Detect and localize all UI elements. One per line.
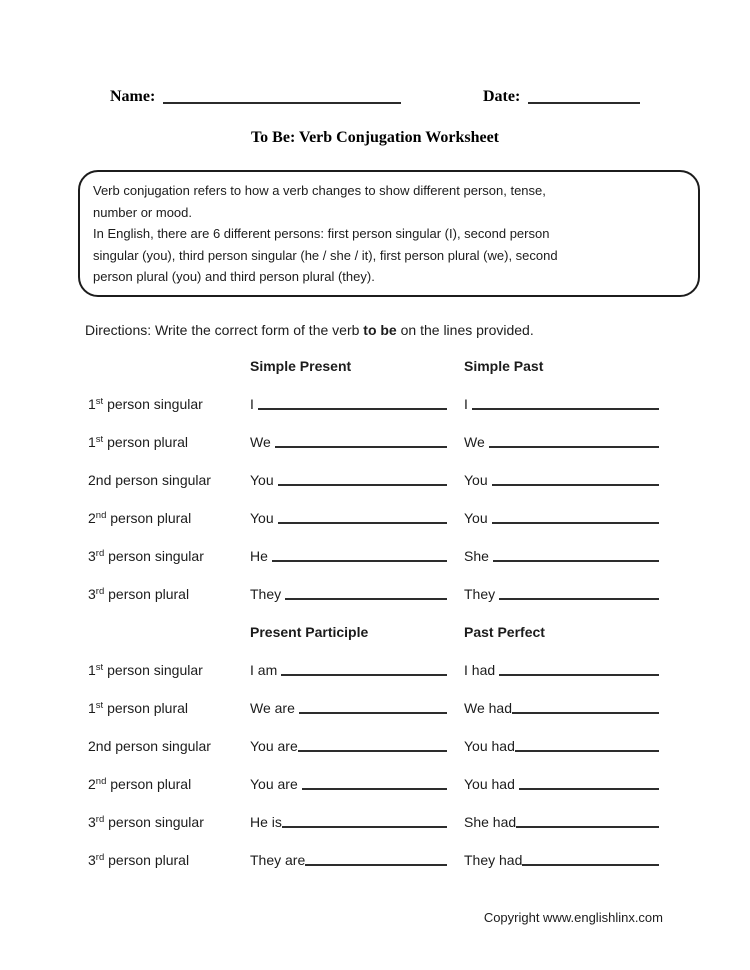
person-ordinal: 3 (88, 814, 96, 830)
conjugation-cell (464, 738, 659, 754)
conjugation-cell (464, 700, 659, 716)
blank-line (282, 826, 447, 828)
directions-verb-term: to be (363, 322, 397, 338)
person-ordinal: 2 (88, 510, 96, 526)
person-ordinal: 3 (88, 586, 96, 602)
person-ordinal: 3 (88, 852, 96, 868)
definition-line: person plural (you) and third person plural (they). (93, 269, 375, 284)
person-description: person plural (103, 434, 189, 450)
cell-pronoun: She (464, 548, 493, 564)
conjugation-cell (250, 814, 447, 830)
cell-pronoun: You (464, 510, 492, 526)
person-ordinal: 3 (88, 548, 96, 564)
person-label (88, 472, 248, 488)
table-row (88, 803, 663, 841)
copyright-text: Copyright www.englishlinx.com (483, 910, 663, 925)
cell-pronoun: You had (464, 738, 515, 754)
cell-pronoun: We had (464, 700, 512, 716)
blank-line (516, 826, 659, 828)
column-header-present-participle: Present Participle (250, 624, 369, 640)
person-ordinal: 1 (88, 396, 96, 412)
table-row (88, 575, 663, 613)
blank-line (302, 788, 447, 790)
conjugation-cell (250, 472, 447, 488)
person-label (88, 586, 248, 602)
blank-line (281, 674, 447, 676)
cell-pronoun: They (250, 586, 286, 602)
person-label (88, 434, 248, 450)
name-label: Name: (110, 88, 156, 105)
table-row (88, 461, 663, 499)
cell-pronoun: She had (464, 814, 517, 830)
conjugation-cell (250, 548, 447, 564)
blank-line (493, 560, 659, 562)
person-description: person plural (104, 852, 190, 868)
conjugation-cell (464, 510, 659, 526)
person-label (88, 814, 248, 830)
cell-pronoun: I had (464, 662, 500, 678)
blank-line (278, 484, 447, 486)
cell-pronoun: They are (250, 852, 306, 868)
ordinal-suffix: st (95, 396, 104, 407)
blank-line (522, 864, 659, 866)
ordinal-suffix: st (95, 700, 104, 711)
definition-line: number or mood. (93, 204, 192, 220)
table-row (88, 651, 663, 689)
conjugation-cell (464, 662, 659, 678)
person-description: person plural (103, 700, 189, 716)
cell-pronoun: You (464, 472, 492, 488)
conjugation-cell (250, 662, 447, 678)
blank-line (285, 598, 447, 600)
cell-pronoun: You are (250, 776, 302, 792)
person-ordinal: 1 (88, 434, 96, 450)
directions-prefix: Directions: Write the correct form of the verb (85, 322, 364, 338)
person-description: person singular (103, 396, 203, 412)
cell-pronoun: They had (464, 852, 523, 868)
definition-line: Verb conjugation refers to how a verb changes to show different person, tense, (93, 183, 546, 198)
blank-line (472, 408, 659, 410)
table-row (88, 537, 663, 575)
ordinal-suffix: nd (95, 510, 107, 521)
cell-pronoun: I (250, 396, 258, 412)
blank-line (278, 522, 447, 524)
person-description: person singular (111, 738, 211, 754)
conjugation-cell (250, 434, 447, 450)
blank-line (489, 446, 659, 448)
cell-pronoun: He (250, 548, 272, 564)
column-header-simple-present: Simple Present (250, 358, 352, 374)
directions-text (85, 322, 534, 338)
person-label (88, 510, 248, 526)
blank-line (515, 750, 659, 752)
person-description: person plural (106, 776, 192, 792)
blank-line (519, 788, 659, 790)
table-row (88, 727, 663, 765)
cell-pronoun: We (464, 434, 489, 450)
conjugation-cell (464, 586, 659, 602)
table-row (88, 765, 663, 803)
person-ordinal: 2nd (88, 472, 112, 488)
conjugation-cell (250, 776, 447, 792)
blank-line (275, 446, 447, 448)
conjugation-cell (464, 776, 659, 792)
ordinal-suffix: st (95, 434, 104, 445)
conjugation-cell (250, 700, 447, 716)
person-description: person singular (104, 548, 204, 564)
conjugation-cell (464, 472, 659, 488)
person-ordinal: 2 (88, 776, 96, 792)
person-description: person singular (104, 814, 204, 830)
conjugation-cell (464, 814, 659, 830)
person-label (88, 852, 248, 868)
cell-pronoun: He is (250, 814, 282, 830)
blank-line (258, 408, 447, 410)
conjugation-cell (250, 510, 447, 526)
name-field (110, 88, 401, 106)
table-row (88, 499, 663, 537)
blank-line (499, 598, 659, 600)
conjugation-cell (464, 852, 659, 868)
person-description: person singular (111, 472, 211, 488)
blank-line (299, 712, 447, 714)
directions-suffix: on the lines provided. (396, 322, 534, 338)
cell-pronoun: I (464, 396, 472, 412)
person-label (88, 396, 248, 412)
cell-pronoun: They (464, 586, 500, 602)
ordinal-suffix: nd (95, 776, 107, 787)
ordinal-suffix: rd (95, 586, 105, 597)
person-ordinal: 1 (88, 700, 96, 716)
definition-box (78, 170, 700, 297)
blank-line (499, 674, 659, 676)
conjugation-cell (464, 434, 659, 450)
blank-line (492, 484, 659, 486)
person-label (88, 776, 248, 792)
date-field (483, 88, 640, 106)
person-description: person plural (106, 510, 192, 526)
table-row (88, 423, 663, 461)
conjugation-cell (250, 738, 447, 754)
ordinal-suffix: st (95, 662, 104, 673)
table2-header-row (88, 613, 663, 651)
conjugation-cell (464, 396, 659, 412)
person-description: person singular (103, 662, 203, 678)
cell-pronoun: We are (250, 700, 299, 716)
blank-line (305, 864, 447, 866)
cell-pronoun: I am (250, 662, 282, 678)
cell-pronoun: We (250, 434, 275, 450)
definition-line: In English, there are 6 different persons: first person singular (I), second person (93, 226, 550, 241)
ordinal-suffix: rd (95, 852, 105, 863)
cell-pronoun: You are (250, 738, 298, 754)
person-ordinal: 2nd (88, 738, 112, 754)
conjugation-cell (250, 852, 447, 868)
ordinal-suffix: rd (95, 548, 105, 559)
blank-line (512, 712, 659, 714)
person-description: person plural (104, 586, 190, 602)
table-row (88, 841, 663, 879)
cell-pronoun: You (250, 472, 278, 488)
definition-line: singular (you), third person singular (he / she / it), first person plural (we), second (93, 247, 558, 263)
column-header-simple-past: Simple Past (464, 358, 544, 374)
date-label: Date: (483, 88, 521, 105)
person-ordinal: 1 (88, 662, 96, 678)
name-blank-line (163, 102, 401, 104)
column-header-past-perfect: Past Perfect (464, 624, 545, 640)
blank-line (298, 750, 447, 752)
person-label (88, 548, 248, 564)
cell-pronoun: You (250, 510, 278, 526)
table1-header-row (88, 347, 663, 385)
blank-line (492, 522, 659, 524)
person-label (88, 662, 248, 678)
blank-line (272, 560, 447, 562)
conjugation-cell (464, 548, 659, 564)
conjugation-tables (88, 347, 663, 879)
page-title: To Be: Verb Conjugation Worksheet (250, 129, 500, 146)
person-label (88, 700, 248, 716)
table-row (88, 689, 663, 727)
date-blank-line (528, 102, 640, 104)
conjugation-cell (250, 396, 447, 412)
conjugation-cell (250, 586, 447, 602)
cell-pronoun: You had (464, 776, 519, 792)
ordinal-suffix: rd (95, 814, 105, 825)
table-row (88, 385, 663, 423)
person-label (88, 738, 248, 754)
